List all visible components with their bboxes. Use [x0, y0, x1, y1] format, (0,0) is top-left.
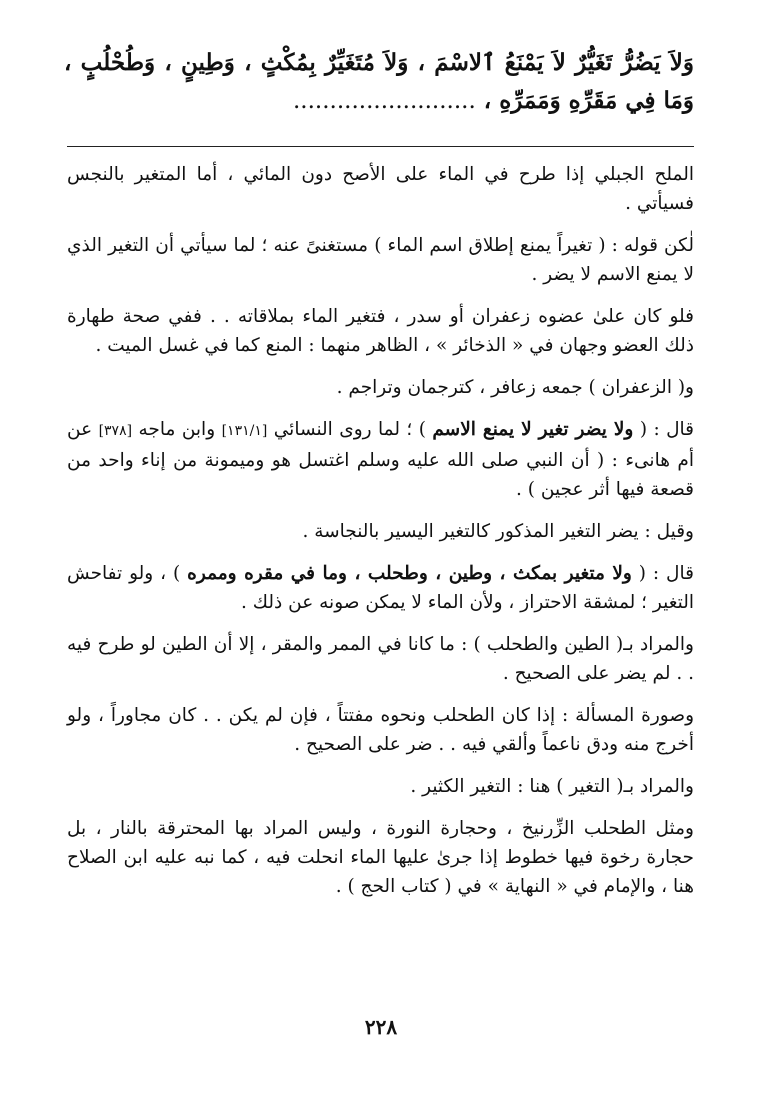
matn-line: وَلاَ يَضُرُّ تَغَيُّرٌ لاَ يَمْنَعُ ٱلاسْمَ ، وَلاَ مُتَغَيِّرٌ بِمُكْثٍ ، وَطِينٍ ، وَطُحْلُبٍ ، وَمَا فِي مَقَرِّهِ وَمَمَرِّهِ ،: [64, 49, 694, 114]
paragraph-mid: ) ؛ لما روى النسائي: [273, 419, 426, 440]
paragraph: الملح الجبلي إذا طرح في الماء على الأصح دون المائي ، أما المتغير بالنجس فسيأتي .: [67, 164, 694, 214]
matn-dots: .........................: [292, 88, 476, 114]
paragraph-mid2: وابن ماجه: [138, 419, 216, 440]
citation-ibn-majah: [٣٧٨]: [98, 423, 133, 439]
separator-rule: [67, 146, 694, 147]
paragraph: والمراد بـ( الطين والطحلب ) : ما كانا في الممر والمقر ، إلا أن الطين لو طرح فيه . . لم يضر على الصحيح .: [67, 634, 694, 684]
paragraph: [67, 415, 694, 504]
paragraph: ومثل الطحلب الزِّرنيخ ، وحجارة النورة ، وليس المراد بها المحترقة بالنار ، بل حجارة رخوة فيها خطوط إذا جرىٰ عليها الماء انحلت فيه ، كما نبه عليه ابن الصلاح هنا ، والإمام في « النهاية » في ( كتاب الحج ) .: [67, 818, 694, 897]
paragraph-tail: ) ، ولو تفاحش التغير ؛ لمشقة الاحتراز ، ولأن الماء لا يمكن صونه عن ذلك .: [67, 563, 694, 613]
matn-text: [64, 44, 694, 120]
paragraph-tail: عن أم هانىء : ( أن النبي صلى الله عليه وسلم اغتسل هو وميمونة من إناء واحد من قصعة فيها أثر عجين ) .: [67, 419, 694, 500]
paragraph: وقيل : يضر التغير المذكور كالتغير اليسير بالنجاسة .: [302, 521, 694, 542]
paragraph: فلو كان علىٰ عضوه زعفران أو سدر ، فتغير الماء بملاقاته . . ففي صحة طهارة ذلك العضو وجهان في « الذخائر » ، الظاهر منهما : المنع كما في غسل الميت .: [67, 306, 694, 356]
paragraph: و( الزعفران ) جمعه زعافر ، كترجمان وتراجم .: [336, 377, 694, 398]
quoted-matn: ولا متغير بمكث ، وطين ، وطحلب ، وما في مقره وممره: [187, 563, 632, 584]
paragraph: والمراد بـ( التغير ) هنا : التغير الكثير .: [410, 776, 694, 797]
quoted-matn: ولا يضر تغير لا يمنع الاسم: [432, 419, 634, 440]
citation-nasai: [١٣١/١]: [221, 423, 268, 439]
commentary-body: [67, 160, 694, 901]
page-number: ٢٢٨: [364, 1015, 398, 1039]
paragraph: وصورة المسألة : إذا كان الطحلب ونحوه مفتتاً ، فإن لم يكن . . كان مجاوراً ، ولو أخرج منه ودق ناعماً وألقي فيه . . ضر على الصحيح .: [67, 705, 694, 755]
paragraph-lead: قال : (: [638, 563, 694, 584]
paragraph: [67, 559, 694, 617]
paragraph-lead: قال : (: [639, 419, 695, 440]
paragraph: لٰكن قوله : ( تغيراً يمنع إطلاق اسم الماء ) مستغنىً عنه ؛ لما سيأتي أن التغير الذي لا يمنع الاسم لا يضر .: [67, 235, 694, 285]
